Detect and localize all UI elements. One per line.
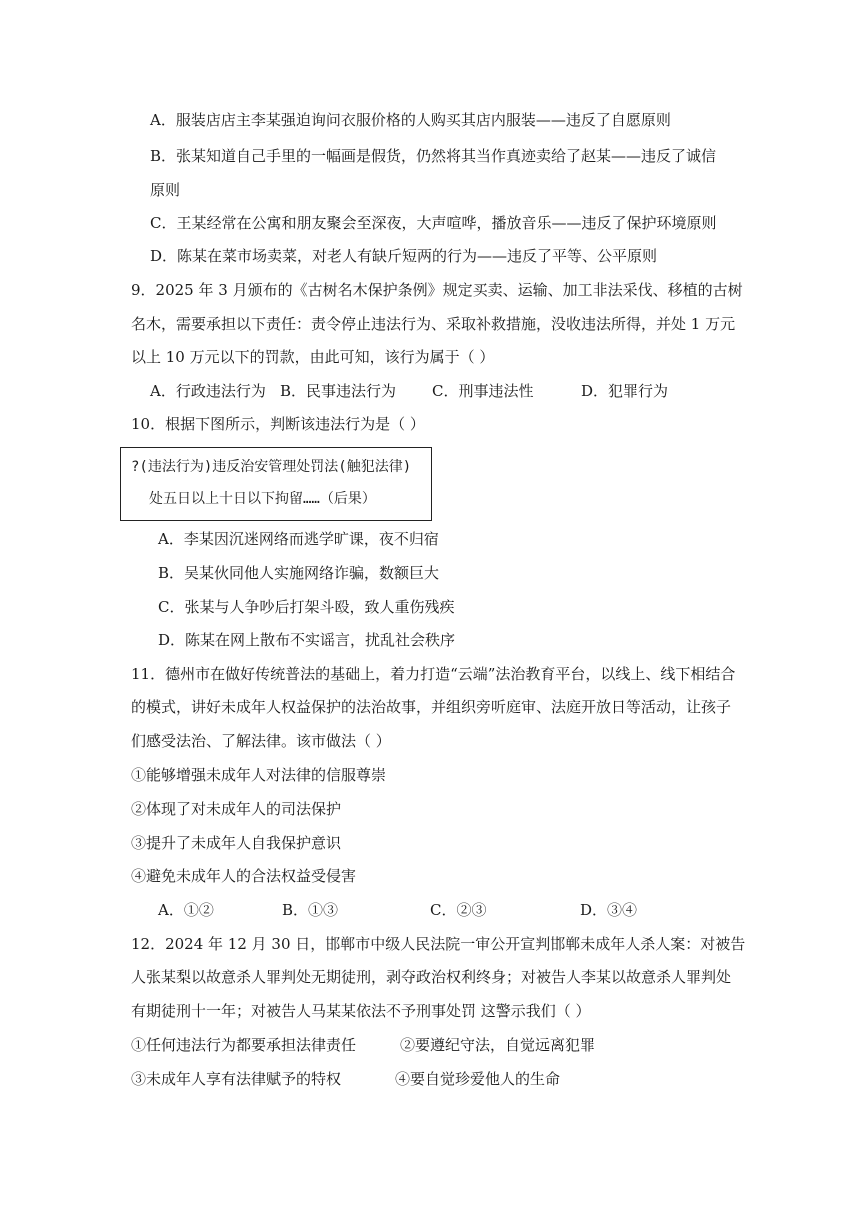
q11-option-a: A．①② [158, 901, 214, 919]
q12-item-1: ①任何违法行为都要承担法律责任 [131, 1036, 357, 1054]
q12-item-2: ②要遵纪守法，自觉远离犯罪 [400, 1036, 596, 1054]
q11-option-b: B．①③ [282, 901, 339, 919]
q11-stem-line2: 的模式，讲好未成年人权益保护的法治故事，并组织旁听庭审、法庭开放日等活动，让孩子 [131, 698, 732, 716]
q12-item-4: ④要自觉珍爱他人的生命 [395, 1070, 561, 1088]
q11-stem-line1: 11．德州市在做好传统普法的基础上，着力打造“云端”法治教育平台，以线上、线下相结合 [131, 665, 736, 683]
q11-item-2: ②体现了对未成年人的司法保护 [131, 800, 342, 818]
q10-option-b: B．吴某伙同他人实施网络诈骗，数额巨大 [158, 564, 440, 582]
q10-stem: 10．根据下图所示，判断该违法行为是（ ） [131, 415, 425, 433]
q8-option-b-continued: 原则 [150, 181, 181, 199]
q10-box-line1: ?(违法行为)违反治安管理处罚法(触犯法律) [131, 459, 412, 475]
q8-option-b: B．张某知道自己手里的一幅画是假货，仍然将其当作真迹卖给了赵某——违反了诚信 [150, 147, 717, 165]
q11-item-3: ③提升了未成年人自我保护意识 [131, 834, 342, 852]
q9-stem-line1: 9．2025 年 3 月颁布的《古树名木保护条例》规定买卖、运输、加工非法采伐、移植的古树 [131, 281, 743, 299]
q12-stem-line2: 人张某梨以故意杀人罪判处无期徒刑，剥夺政治权利终身；对被告人李某以故意杀人罪判处 [131, 968, 732, 986]
q10-option-d: D．陈某在网上散布不实谣言，扰乱社会秩序 [158, 631, 456, 649]
q12-stem-line1: 12．2024 年 12 月 30 日，邯郸市中级人民法院一审公开宣判邯郸未成年人杀人案：对被告 [131, 935, 746, 953]
q10-option-c: C．张某与人争吵后打架斗殴，致人重伤残疾 [158, 598, 455, 616]
q11-stem-line3: 们感受法治、了解法律。该市做法（ ） [131, 732, 391, 750]
q9-option-a: A．行政违法行为 [150, 382, 266, 400]
q10-option-a: A．李某因沉迷网络而逃学旷课，夜不归宿 [158, 530, 439, 548]
q9-option-d: D．犯罪行为 [581, 382, 669, 400]
q8-option-a: A．服装店店主李某强迫询问衣服价格的人购买其店内服装——违反了自愿原则 [150, 111, 671, 129]
q9-stem-line3: 以上 10 万元以下的罚款，由此可知，该行为属于（ ） [131, 348, 495, 366]
q9-stem-line2: 名木，需要承担以下责任：责令停止违法行为、采取补救措施，没收违法所得，并处 1 万元 [131, 315, 736, 333]
q10-diagram-box [120, 447, 432, 521]
q12-item-3: ③未成年人享有法律赋予的特权 [131, 1070, 342, 1088]
q11-item-1: ①能够增强未成年人对法律的信服尊崇 [131, 766, 387, 784]
q9-option-b: B．民事违法行为 [280, 382, 397, 400]
q12-stem-line3: 有期徒刑十一年；对被告人马某某依法不予刑事处罚 这警示我们（ ） [131, 1002, 591, 1020]
q8-option-c: C．王某经常在公寓和朋友聚会至深夜，大声喧哗，播放音乐——违反了保护环境原则 [150, 214, 717, 232]
q11-option-d: D．③④ [580, 901, 638, 919]
q11-item-4: ④避免未成年人的合法权益受侵害 [131, 867, 357, 885]
q9-option-c: C．刑事违法性 [432, 382, 534, 400]
q8-option-d: D．陈某在菜市场卖菜，对老人有缺斤短两的行为——违反了平等、公平原则 [150, 247, 658, 265]
q11-option-c: C．②③ [430, 901, 487, 919]
q10-box-line2: 处五日以上十日以下拘留……（后果） [149, 491, 376, 507]
